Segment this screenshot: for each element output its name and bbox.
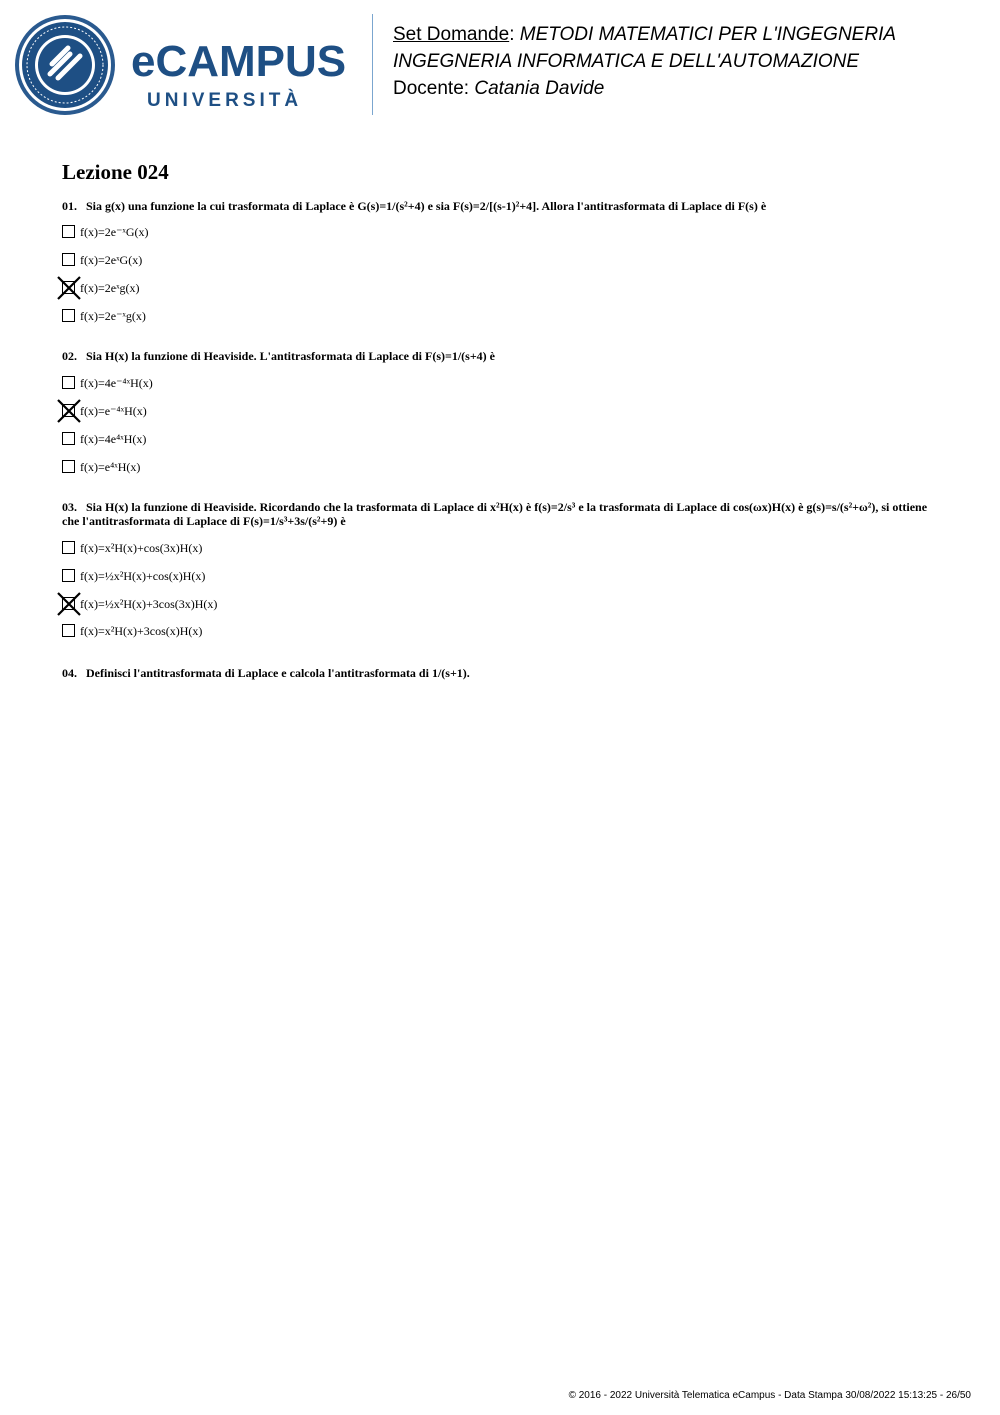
university-seal-icon <box>14 14 116 116</box>
checkbox-checked[interactable] <box>62 281 75 294</box>
program-name: INGEGNERIA INFORMATICA E DELL'AUTOMAZIONE <box>393 51 860 72</box>
course-name: METODI MATEMATICI PER L'INGEGNERIA <box>519 24 897 45</box>
lesson-title: Lezione 024 <box>62 160 169 184</box>
checkbox[interactable] <box>62 460 75 473</box>
question-02 <box>62 349 942 363</box>
brand-subtitle: UNIVERSITÀ <box>147 90 303 111</box>
header-divider <box>372 14 373 115</box>
checkbox[interactable] <box>62 541 75 554</box>
option-label: f(x)=½x²H(x)+cos(x)H(x) <box>80 569 206 583</box>
set-label: Set Domande <box>393 24 510 45</box>
question-number: 02. <box>62 349 77 363</box>
brand-name: eCAMPUS <box>131 37 347 86</box>
header-info: Set Domande: METODI MATEMATICI PER L'INGEGNERIA INGEGNERIA INFORMATICA E DELL'AUTOMAZIONE Docente: Catania Davide <box>393 24 897 99</box>
option-label: f(x)=½x²H(x)+3cos(3x)H(x) <box>80 597 218 611</box>
checkbox-checked[interactable] <box>62 404 75 417</box>
question-text: Definisci l'antitrasformata di Laplace e calcola l'antitrasformata di 1/(s+1). <box>86 666 470 680</box>
checkbox[interactable] <box>62 309 75 322</box>
question-number: 01. <box>62 199 77 213</box>
checkbox[interactable] <box>62 624 75 637</box>
checkbox-checked[interactable] <box>62 597 75 610</box>
option-label: f(x)=4e⁻⁴ˣH(x) <box>80 376 153 390</box>
cross-mark-icon <box>57 398 81 424</box>
option-label: f(x)=2e⁻ˣG(x) <box>80 225 149 239</box>
teacher-label: Docente <box>393 78 464 99</box>
checkbox[interactable] <box>62 569 75 582</box>
question-text: Sia H(x) la funzione di Heaviside. Ricordando che la trasformata di Laplace di x²H(x) è f(s)=2/s³ e la trasformata di Laplace di cos(ωx)H(x) è g(s)=s/(s²+ω²), si ottiene che l'antitrasformata di Laplace di F(s)=1/s³+3s/(s²+9) è <box>62 500 928 528</box>
checkbox[interactable] <box>62 432 75 445</box>
option-label: f(x)=2eˣG(x) <box>80 253 143 267</box>
question-text: Sia g(x) una funzione la cui trasformata di Laplace è G(s)=1/(s²+4) e sia F(s)=2/[(s-1)²+4]. Allora l'antitrasformata di Laplace di F(s) è <box>86 199 767 213</box>
cross-mark-icon <box>57 591 81 617</box>
checkbox[interactable] <box>62 253 75 266</box>
teacher-name: Catania Davide <box>474 78 605 99</box>
option-label: f(x)=x²H(x)+cos(3x)H(x) <box>80 541 203 555</box>
option-label: f(x)=x²H(x)+3cos(x)H(x) <box>80 624 203 638</box>
question-01 <box>62 199 942 213</box>
page-footer: © 2016 - 2022 Università Telematica eCampus - Data Stampa 30/08/2022 15:13:25 - 26/50 <box>568 1390 971 1401</box>
question-04 <box>62 666 942 680</box>
option-label: f(x)=e⁻⁴ˣH(x) <box>80 404 147 418</box>
option-label: f(x)=2eˣg(x) <box>80 281 140 295</box>
ecampus-logo <box>14 14 364 116</box>
option-label: f(x)=4e⁴ˣH(x) <box>80 432 147 446</box>
option-label: f(x)=2e⁻ˣg(x) <box>80 309 146 323</box>
question-text: Sia H(x) la funzione di Heaviside. L'antitrasformata di Laplace di F(s)=1/(s+4) è <box>86 349 495 363</box>
checkbox[interactable] <box>62 376 75 389</box>
option-label: f(x)=e⁴ˣH(x) <box>80 460 141 474</box>
cross-mark-icon <box>57 275 81 301</box>
question-number: 04. <box>62 666 77 680</box>
checkbox[interactable] <box>62 225 75 238</box>
question-03 <box>62 500 942 528</box>
question-number: 03. <box>62 500 77 514</box>
